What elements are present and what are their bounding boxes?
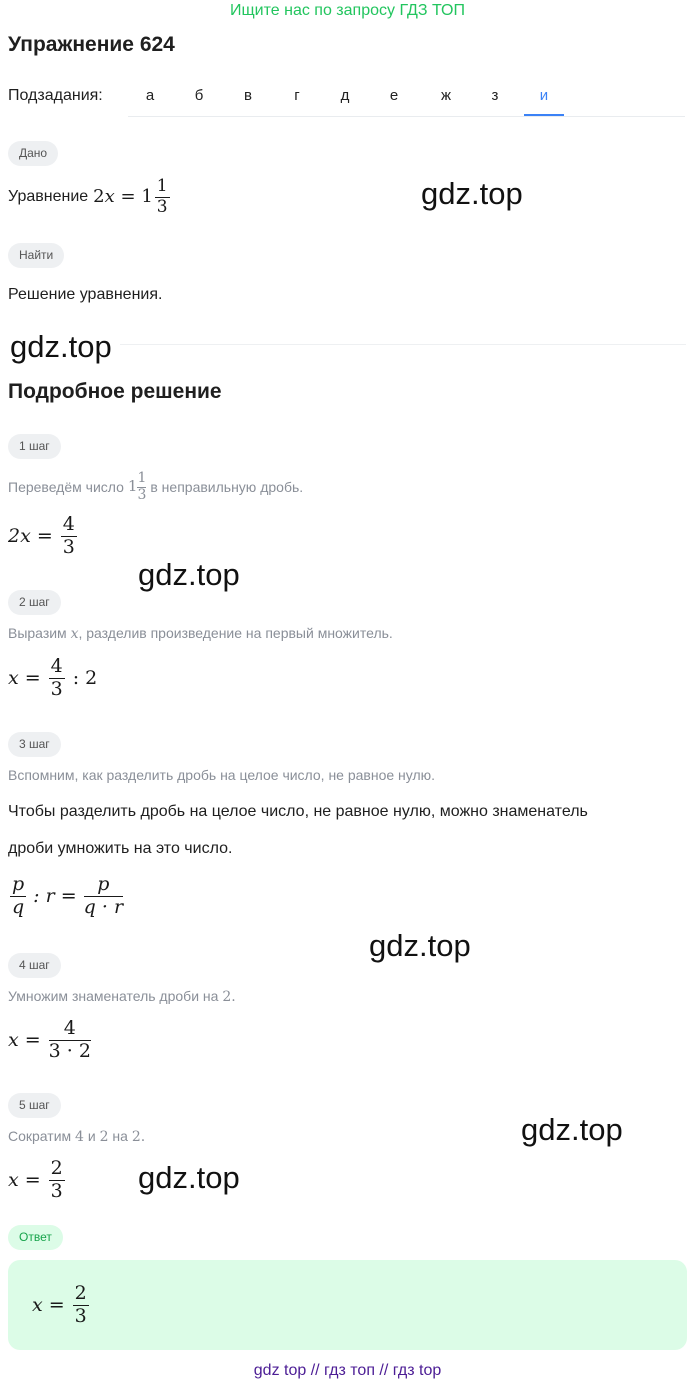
subtask-tab-a[interactable]: а	[145, 87, 155, 104]
step-4-fraction	[49, 1018, 91, 1063]
watermark: gdz.top	[138, 557, 240, 592]
step-1-lhs: 2x	[8, 525, 31, 547]
answer-frac-num: 2	[74, 1281, 87, 1304]
step-5-lhs: x	[8, 1169, 19, 1191]
given-fraction	[155, 177, 170, 217]
step-4-lhs: x	[8, 1029, 19, 1051]
step-3-left-num: p	[12, 872, 25, 895]
step-1-text	[8, 466, 303, 508]
step-2-tail: : 2	[72, 667, 98, 689]
step-2-text-before: Выразим	[8, 625, 67, 641]
step-1-inline-den: 3	[137, 486, 147, 503]
answer-chip: Ответ	[8, 1225, 63, 1250]
given-coef: 2	[93, 186, 105, 207]
given-var: x	[104, 186, 115, 207]
step-5-eq-sign: =	[24, 1169, 41, 1191]
step-3-text: Вспомним, как разделить дробь на целое число, не равное нулю.	[8, 767, 436, 783]
subtask-tab-e[interactable]: е	[389, 87, 399, 104]
watermark: gdz.top	[10, 329, 112, 364]
step-3-right-den: q · r	[83, 895, 124, 918]
subtask-tab-b[interactable]: б	[194, 87, 204, 104]
step-1-text-after: в неправильную дробь.	[150, 479, 304, 495]
given-statement	[8, 174, 172, 220]
answer-fraction	[73, 1283, 89, 1328]
find-chip: Найти	[8, 243, 64, 268]
step-3-fraction-left	[10, 874, 26, 919]
subtask-tab-zh[interactable]: ж	[440, 87, 452, 104]
step-1-fraction	[61, 514, 77, 559]
step-4-text-num: 2.	[222, 989, 236, 1005]
step-4-text-main: Умножим знаменатель дроби на	[8, 988, 219, 1004]
step-1-chip: 1 шаг	[8, 434, 61, 459]
step-2-eq-sign: =	[24, 667, 41, 689]
step-3-rule-line-2: дроби умножить на это число.	[8, 840, 233, 857]
step-1-inline-whole: 1	[127, 477, 138, 495]
step-2-lhs: x	[8, 667, 19, 689]
step-1-frac-den: 3	[62, 535, 75, 558]
subtask-tab-i[interactable]: и	[524, 80, 564, 116]
step-4-frac-den: 3 · 2	[48, 1039, 91, 1062]
watermark: gdz.top	[138, 1160, 240, 1195]
step-4-eq-sign: =	[24, 1029, 41, 1051]
page-title: Упражнение 624	[8, 33, 175, 56]
subtask-tab-g[interactable]: г	[294, 87, 300, 104]
given-whole: 1	[141, 186, 153, 207]
step-1-inline-fraction	[137, 471, 146, 503]
step-4-text	[8, 988, 236, 1005]
subtask-tab-v[interactable]: в	[244, 87, 252, 104]
step-1-equation	[8, 511, 79, 561]
watermark: gdz.top	[369, 928, 471, 963]
step-5-text	[8, 1128, 145, 1145]
step-3-right-num: p	[84, 874, 123, 897]
step-2-text	[8, 625, 393, 642]
step-2-frac-num: 4	[50, 654, 63, 677]
answer-frac-den: 3	[74, 1304, 87, 1327]
step-3-formula	[8, 870, 125, 922]
given-eq-sign: =	[120, 186, 136, 207]
answer-eq-sign: =	[48, 1294, 65, 1316]
given-equation	[93, 177, 171, 217]
step-4-chip: 4 шаг	[8, 953, 61, 978]
given-frac-num: 1	[156, 175, 168, 196]
step-2-text-after: , разделив произведение на первый множитель.	[78, 625, 393, 641]
step-5-text-before: Сократим	[8, 1128, 72, 1144]
step-2-equation	[8, 652, 97, 704]
step-5-num-b: 2	[99, 1129, 109, 1145]
step-2-text-var: x	[70, 626, 79, 642]
step-4-frac-num: 4	[49, 1018, 91, 1041]
footer-links[interactable]: gdz top // гдз топ // гдз top	[253, 1362, 442, 1379]
step-5-text-after: на	[112, 1128, 128, 1144]
solution-title: Подробное решение	[8, 380, 222, 403]
subtask-tab-z[interactable]: з	[491, 87, 499, 104]
step-4-equation	[8, 1014, 93, 1066]
watermark: gdz.top	[521, 1112, 623, 1147]
given-text: Уравнение	[8, 188, 89, 205]
answer-box	[8, 1260, 687, 1350]
step-1-inline-num: 1	[137, 470, 147, 487]
step-3-chip: 3 шаг	[8, 732, 61, 757]
answer-lhs: x	[32, 1294, 43, 1316]
given-chip: Дано	[8, 141, 58, 166]
watermark: gdz.top	[421, 176, 523, 211]
step-2-chip: 2 шаг	[8, 590, 61, 615]
step-3-formula-mid: : r =	[33, 885, 77, 907]
step-3-fraction-right	[84, 874, 123, 919]
section-divider	[120, 344, 686, 345]
step-1-eq-sign: =	[36, 525, 53, 547]
step-5-frac-den: 3	[50, 1179, 63, 1202]
step-5-num-a: 4	[75, 1129, 84, 1145]
find-text: Решение уравнения.	[8, 286, 163, 303]
step-5-text-mid: и	[87, 1128, 96, 1144]
step-5-frac-num: 2	[50, 1156, 63, 1179]
step-3-left-den: q	[12, 895, 25, 918]
step-5-equation	[8, 1154, 67, 1206]
step-5-fraction	[49, 1158, 65, 1203]
step-3-rule-line-1: Чтобы разделить дробь на целое число, не равное нулю, можно знаменатель	[8, 803, 588, 820]
subtask-tab-d[interactable]: д	[340, 87, 350, 104]
given-frac-den: 3	[156, 196, 168, 217]
step-5-chip: 5 шаг	[8, 1093, 61, 1118]
step-1-inline-number	[128, 471, 146, 503]
step-1-frac-num: 4	[62, 512, 75, 535]
subtasks-label: Подзадания:	[8, 87, 103, 104]
step-1-text-before: Переведём число	[8, 479, 124, 495]
step-2-frac-den: 3	[50, 677, 63, 700]
promo-banner[interactable]: Ищите нас по запросу ГДЗ ТОП	[230, 2, 465, 19]
step-5-num-c: 2.	[131, 1129, 146, 1145]
subtasks-tabs	[128, 80, 685, 117]
answer-equation	[32, 1280, 91, 1330]
step-2-fraction	[49, 656, 65, 701]
